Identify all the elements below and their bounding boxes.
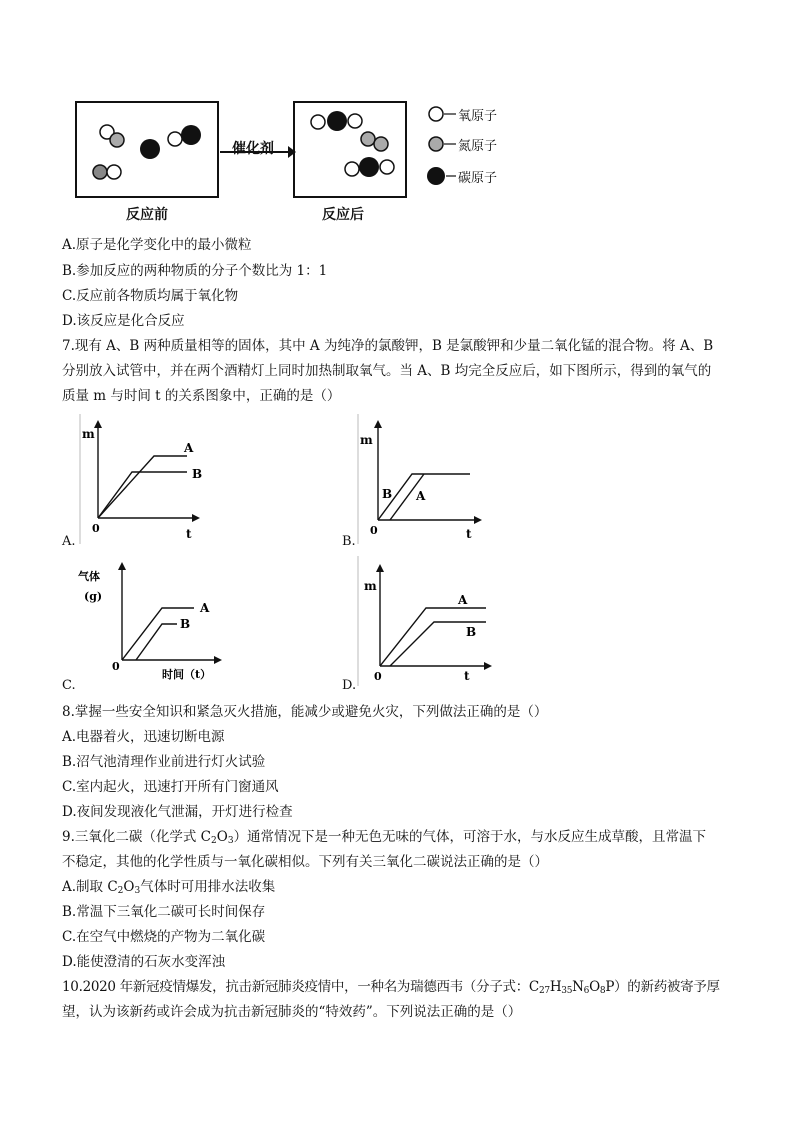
q9-stem-line-2: 不稳定，其他的化学性质与一氧化碳相似。下列有关三氧化二碳说法正确的是（） <box>62 854 548 870</box>
q8-option-b: B.沼气池清理作业前进行灯火试验 <box>62 754 266 770</box>
q8-option-a: A.电器着火，迅速切断电源 <box>62 729 225 745</box>
q6-option-d: D.该反应是化合反应 <box>62 313 185 329</box>
before-label: 反应前 <box>126 207 168 223</box>
graph-c-origin: 0 <box>112 660 120 673</box>
graph-a-origin: 0 <box>92 522 100 535</box>
q9-option-b: B.常温下三氧化二碳可长时间保存 <box>62 904 266 920</box>
graph-d-series-b: B <box>466 625 477 639</box>
legend-nitrogen: 氮原子 <box>458 139 498 154</box>
graph-d-origin: 0 <box>374 670 382 683</box>
graph-d-ylabel: m <box>364 579 377 593</box>
graph-b-xlabel: t <box>466 527 472 541</box>
q6-option-a: A.原子是化学变化中的最小微粒 <box>62 237 252 253</box>
graph-b-origin: 0 <box>370 524 378 537</box>
graph-d-option: D. <box>342 678 357 693</box>
graph-a-ylabel: m <box>82 427 95 441</box>
graph-c <box>62 556 242 690</box>
graph-c-series-a: A <box>200 601 210 615</box>
graph-c-xlabel: 时间（t） <box>162 668 212 681</box>
q10-stem-line-2: 望，认为该新药或许会成为抗击新冠肺炎的“特效药”。下列说法正确的是（） <box>62 1004 522 1020</box>
graph-d <box>350 556 520 690</box>
after-label: 反应后 <box>322 207 364 223</box>
q9-stem-line-1: 9.三氧化二碳（化学式 $C_2O_3$）通常情况下是一种无色无味的气体，可溶于水，与水反应生成草酸，且常温下 <box>62 829 707 846</box>
q6-option-c: C.反应前各物质均属于氧化物 <box>62 288 239 304</box>
graph-a-option: A. <box>62 534 76 549</box>
graph-c-line-a <box>122 608 194 660</box>
q10-stem-line-1: 10.2020 年新冠疫情爆发，抗击新冠肺炎疫情中，一种名为瑞德西韦（分子式：$C_{27}H_{35}N_6O_8P$）的新药被寄予厚 <box>62 979 720 996</box>
legend-carbon: 碳原子 <box>458 171 498 186</box>
graph-c-series-b: B <box>180 617 191 631</box>
q8-option-d: D.夜间发现液化气泄漏，开灯进行检查 <box>62 804 293 820</box>
graph-b-option: B. <box>342 534 356 549</box>
graph-b-series-b: B <box>382 487 393 501</box>
graph-d-series-a: A <box>458 593 468 607</box>
graph-c-ylabel-2: (g) <box>84 590 103 603</box>
graph-a-line-b <box>98 472 187 518</box>
q8-option-c: C.室内起火，迅速打开所有门窗通风 <box>62 779 279 795</box>
q9-option-d: D.能使澄清的石灰水变浑浊 <box>62 954 226 970</box>
graph-b-series-a: A <box>416 489 426 503</box>
q6-option-b: B.参加反应的两种物质的分子个数比为 1：1 <box>62 263 328 279</box>
graph-a-xlabel: t <box>186 527 192 541</box>
graph-c-option: C. <box>62 678 76 693</box>
legend-oxygen: 氧原子 <box>458 109 498 124</box>
q7-stem-line-2: 分别放入试管中，并在两个酒精灯上同时加热制取氧气。当 A、B 均完全反应后，如下图所示，得到的氧气的 <box>62 363 712 379</box>
graph-d-xlabel: t <box>464 669 470 683</box>
graph-a-series-b: B <box>192 467 203 481</box>
graph-a-series-a: A <box>184 441 194 455</box>
q8-stem: 8.掌握一些安全知识和紧急灭火措施，能减少或避免火灾，下列做法正确的是（） <box>62 704 548 720</box>
graph-b <box>350 414 520 550</box>
q9-option-c: C.在空气中燃烧的产物为二氧化碳 <box>62 929 266 945</box>
graph-b-ylabel: m <box>360 433 373 447</box>
graph-c-ylabel-1: 气体 <box>78 570 100 583</box>
q7-stem-line-3: 质量 m 与时间 t 的关系图象中，正确的是（） <box>62 388 341 404</box>
q9-option-a: A.制取 $C_2O_3$气体时可用排水法收集 <box>62 879 276 896</box>
graph-c-line-b <box>136 624 177 660</box>
q7-stem-line-1: 7.现有 A、B 两种质量相等的固体，其中 A 为纯净的氯酸钾，B 是氯酸钾和少量二氧化锰的混合物。将 A、B <box>62 338 714 354</box>
catalyst-label: 催化剂 <box>232 141 274 157</box>
graph-a <box>62 414 232 550</box>
graph-a-line-a <box>98 456 187 518</box>
